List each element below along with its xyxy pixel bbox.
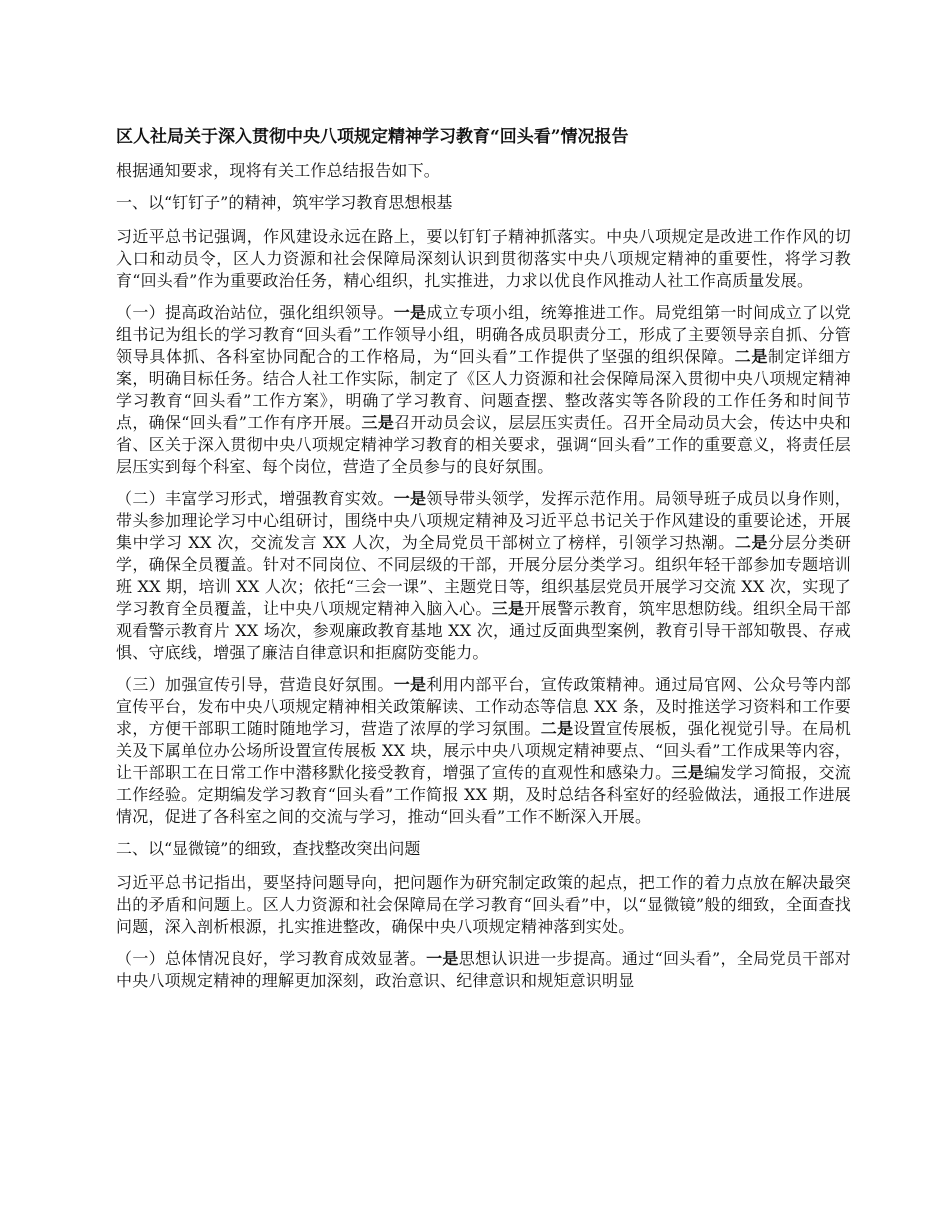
point-one-text: 领导带头领学，发挥示范作用。局领导班子成员以身作则，带头参加理论学习中心组研讨，围绕中央八项规定精神及习近平总书记关于作风建设的重要论述，开展集中学习 XX 次，交流发言 XX 人次，为全局党员干部树立了榜样，引领学习热潮。 [116, 489, 852, 552]
point-one-label: 一是 [393, 303, 427, 322]
point-one-label: 一是 [426, 949, 459, 968]
point-three-label: 三是 [361, 413, 395, 432]
point-three-text: 开展警示教育，筑牢思想防线。组织全局干部观看警示教育片 XX 场次，参观廉政教育基地 XX 次，通过反面典型案例，教育引导干部知敬畏、存戒惧、守底线，增强了廉洁自律意识和拒腐防变能力。 [116, 599, 851, 662]
point-one-text: 利用内部平台，宣传政策精神。通过局官网、公众号等内部宣传平台，发布中央八项规定精神相关政策解读、工作动态等信息 XX 条，及时推送学习资料和工作要求，方便干部职工随时随地学习，营造了浓厚的学习氛围。 [116, 675, 852, 738]
section1-sub1-paragraph [116, 302, 851, 478]
sub1-lead: （一）总体情况良好，学习教育成效显著。 [116, 949, 427, 968]
point-one-label: 一是 [393, 489, 427, 508]
section1-sub2-paragraph [116, 488, 851, 664]
point-three-label: 三是 [491, 599, 525, 618]
point-two-text: 设置宣传展板，强化视觉引导。在局机关及下属单位办公场所设置宣传展板 XX 块，展示中央八项规定精神要点、“回头看”工作成果等内容，让干部职工在日常工作中潜移默化接受教育，增强了宣传的直观性和感染力。 [116, 719, 852, 782]
point-two-label: 二是 [734, 347, 769, 366]
point-two-label: 二是 [734, 533, 769, 552]
section2-heading: 二、以“显微镜”的细致，查找整改突出问题 [116, 839, 421, 858]
section1-sub3-paragraph [116, 674, 851, 828]
point-one-text: 思想认识进一步提高。通过“回头看”，全局党员干部对中央八项规定精神的理解更加深刻，政治意识、纪律意识和规矩意识明显 [116, 949, 851, 990]
point-two-text: 制定详细方案，明确目标任务。结合人社工作实际，制定了《区人力资源和社会保障局深入贯彻中央八项规定精神学习教育“回头看”工作方案》，明确了学习教育、问题查摆、整改落实等各阶段的工作任务和时间节点，确保“回头看”工作有序开展。 [116, 347, 851, 432]
section1-heading: 一、以“钉钉子”的精神，筑牢学习教育思想根基 [116, 193, 453, 212]
point-one-label: 一是 [393, 675, 427, 694]
point-three-text: 编发学习简报，交流工作经验。定期编发学习教育“回头看”工作简报 XX 期，及时总结各科室好的经验做法，通报工作进展情况，促进了各科室之间的交流与学习，推动“回头看”工作不断深入开展。 [116, 763, 851, 826]
document-title: 区人社局关于深入贯彻中央八项规定精神学习教育“回头看”情况报告 [116, 127, 629, 147]
point-three-text: 召开动员会议，层层压实责任。召开全局动员大会，传达中央和省、区关于深入贯彻中央八项规定精神学习教育的相关要求，强调“回头看”工作的重要意义，将责任层层压实到每个科室、每个岗位，营造了全员参与的良好氛围。 [116, 413, 852, 476]
sub3-lead: （三）加强宣传引导，营造良好氛围。 [116, 675, 394, 694]
point-two-label: 二是 [540, 719, 574, 738]
point-one-text: 成立专项小组，统筹推进工作。局党组第一时间成立了以党组书记为组长的学习教育“回头看”工作领导小组，明确各成员职责分工，形成了主要领导亲自抓、分管领导具体抓、各科室协同配合的工作格局，为“回头看”工作提供了坚强的组织保障。 [116, 303, 852, 366]
point-three-label: 三是 [671, 763, 705, 782]
section2-sub1-paragraph [116, 948, 851, 992]
document-page [116, 124, 851, 1002]
sub1-lead: （一）提高政治站位，强化组织领导。 [116, 303, 394, 322]
section2-paragraph: 习近平总书记指出，要坚持问题导向，把问题作为研究制定政策的起点，把工作的着力点放在解决最突出的矛盾和问题上。区人力资源和社会保障局在学习教育“回头看”中，以“显微镜”般的细致，全面查找问题，深入剖析根源，扎实推进整改，确保中央八项规定精神落到实处。 [116, 873, 851, 936]
section1-paragraph: 习近平总书记强调，作风建设永远在路上，要以钉钉子精神抓落实。中央八项规定是改进工作作风的切入口和动员令，区人力资源和社会保障局深刻认识到贯彻落实中央八项规定精神的重要性，将学习教育“回头看”作为重要政治任务，精心组织，扎实推进，力求以优良作风推动人社工作高质量发展。 [116, 227, 851, 290]
sub2-lead: （二）丰富学习形式，增强教育实效。 [116, 489, 394, 508]
point-two-text: 分层分类研学，确保全员覆盖。针对不同岗位、不同层级的干部，开展分层分类学习。组织年轻干部参加专题培训班 XX 期，培训 XX 人次；依托“三会一课”、主题党日等，组织基层党员开展学习交流 XX 次，实现了学习教育全员覆盖，让中央八项规定精神入脑入心。 [116, 533, 851, 618]
intro-paragraph: 根据通知要求，现将有关工作总结报告如下。 [116, 161, 441, 180]
